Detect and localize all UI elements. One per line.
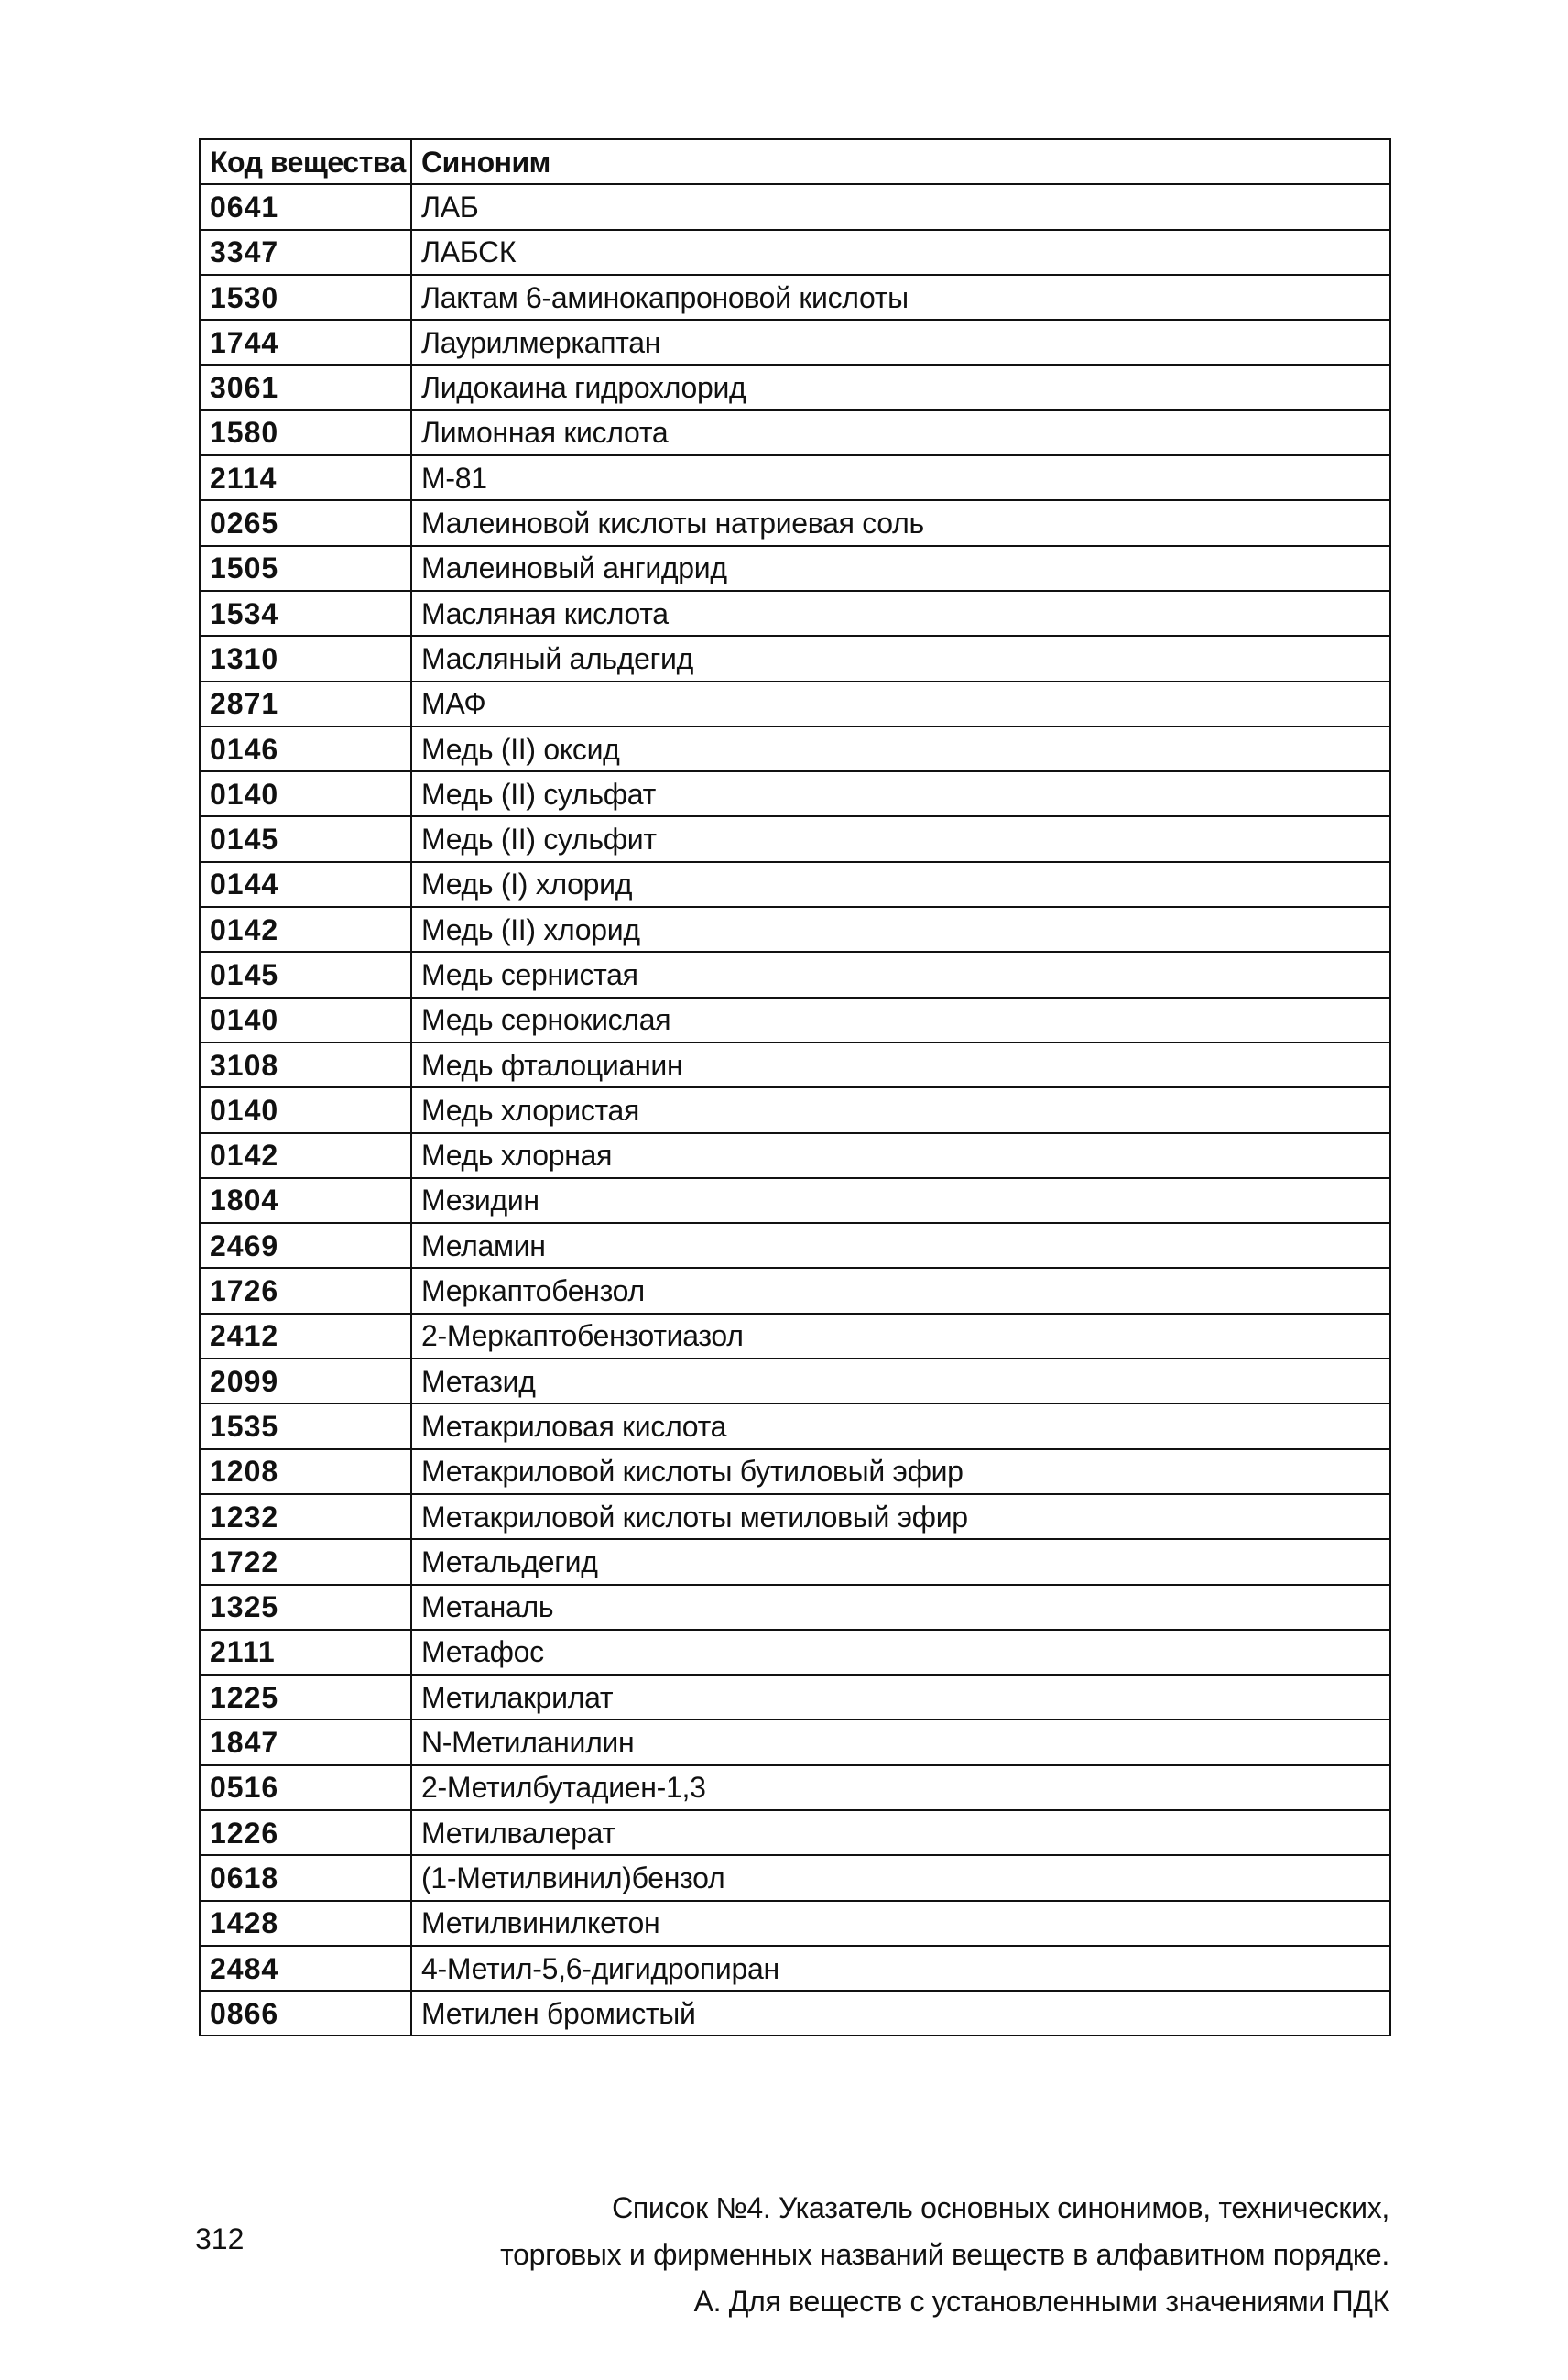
table-row xyxy=(200,500,1390,545)
table-row xyxy=(200,320,1390,365)
substance-code-cell: 1232 xyxy=(200,1494,411,1539)
table-header-row xyxy=(200,139,1390,184)
substance-code-cell: 3108 xyxy=(200,1043,411,1087)
substance-code-cell: 1225 xyxy=(200,1675,411,1719)
synonym-cell: Лимонная кислота xyxy=(411,410,1390,455)
synonym-cell: Малеиновый ангидрид xyxy=(411,546,1390,591)
synonym-cell: Медь сернокислая xyxy=(411,998,1390,1043)
substance-code-cell: 0142 xyxy=(200,1133,411,1178)
synonym-cell: Метакриловой кислоты бутиловый эфир xyxy=(411,1449,1390,1494)
table-row xyxy=(200,862,1390,907)
synonym-cell: Медь фталоцианин xyxy=(411,1043,1390,1087)
caption-line: А. Для веществ с установленными значениями ПДК xyxy=(693,2285,1389,2318)
substance-code-cell: 0144 xyxy=(200,862,411,907)
synonym-cell: Лаурилмеркаптан xyxy=(411,320,1390,365)
substance-code-cell: 2111 xyxy=(200,1630,411,1675)
synonym-cell: Метилен бромистый xyxy=(411,1991,1390,2036)
synonym-cell: 2-Метилбутадиен-1,3 xyxy=(411,1765,1390,1810)
substance-code-cell: 2484 xyxy=(200,1946,411,1991)
synonym-cell: Масляный альдегид xyxy=(411,636,1390,681)
table-row xyxy=(200,998,1390,1043)
synonym-cell: МАФ xyxy=(411,682,1390,726)
table-row xyxy=(200,952,1390,997)
synonym-cell: Медь хлористая xyxy=(411,1087,1390,1132)
table-row xyxy=(200,1765,1390,1810)
substance-code-cell: 3061 xyxy=(200,365,411,409)
substance-code-cell: 1310 xyxy=(200,636,411,681)
synonym-cell: Метилвалерат xyxy=(411,1810,1390,1855)
synonym-cell: Медь (II) хлорид xyxy=(411,907,1390,952)
synonym-cell: Меламин xyxy=(411,1223,1390,1268)
substance-code-cell: 1535 xyxy=(200,1403,411,1448)
synonym-cell: N-Метиланилин xyxy=(411,1719,1390,1764)
column-header-synonym: Синоним xyxy=(411,139,1390,184)
substance-code-cell: 0140 xyxy=(200,1087,411,1132)
table-row xyxy=(200,365,1390,409)
table-row xyxy=(200,1223,1390,1268)
table-row xyxy=(200,1946,1390,1991)
synonym-cell: Метаналь xyxy=(411,1585,1390,1630)
synonym-cell: Медь (II) сульфит xyxy=(411,816,1390,861)
table-row xyxy=(200,1991,1390,2036)
synonym-cell: ЛАБ xyxy=(411,184,1390,229)
synonym-cell: М-81 xyxy=(411,455,1390,500)
caption-line: торговых и фирменных названий веществ в алфавитном порядке. xyxy=(500,2238,1389,2271)
table-row xyxy=(200,184,1390,229)
table-row xyxy=(200,1359,1390,1403)
synonym-cell: 2-Меркаптобензотиазол xyxy=(411,1314,1390,1359)
substance-code-cell: 0140 xyxy=(200,998,411,1043)
table-row xyxy=(200,1855,1390,1900)
table-row xyxy=(200,410,1390,455)
synonym-cell: Метилвинилкетон xyxy=(411,1901,1390,1946)
synonym-cell: Метакриловой кислоты метиловый эфир xyxy=(411,1494,1390,1539)
synonym-cell: Медь (II) сульфат xyxy=(411,771,1390,816)
synonym-cell: Метальдегид xyxy=(411,1539,1390,1584)
table-row xyxy=(200,1494,1390,1539)
table-row xyxy=(200,1314,1390,1359)
synonym-cell: Лидокаина гидрохлорид xyxy=(411,365,1390,409)
substance-code-cell: 0618 xyxy=(200,1855,411,1900)
table-row xyxy=(200,1585,1390,1630)
table-row xyxy=(200,907,1390,952)
synonym-cell: Метазид xyxy=(411,1359,1390,1403)
substance-code-cell: 0641 xyxy=(200,184,411,229)
substance-code-cell: 2099 xyxy=(200,1359,411,1403)
substance-code-cell: 2412 xyxy=(200,1314,411,1359)
substance-code-cell: 2114 xyxy=(200,455,411,500)
synonyms-table xyxy=(199,138,1391,2036)
synonym-cell: Метакриловая кислота xyxy=(411,1403,1390,1448)
synonym-cell: Лактам 6-аминокапроновой кислоты xyxy=(411,275,1390,320)
substance-code-cell: 1847 xyxy=(200,1719,411,1764)
synonym-cell: Мезидин xyxy=(411,1178,1390,1223)
substance-code-cell: 0866 xyxy=(200,1991,411,2036)
synonym-cell: Медь (I) хлорид xyxy=(411,862,1390,907)
table-row xyxy=(200,816,1390,861)
substance-code-cell: 1428 xyxy=(200,1901,411,1946)
caption-line: Список №4. Указатель основных синонимов, технических, xyxy=(612,2191,1389,2224)
substance-code-cell: 2469 xyxy=(200,1223,411,1268)
table-row xyxy=(200,682,1390,726)
substance-code-cell: 1505 xyxy=(200,546,411,591)
table-row xyxy=(200,1268,1390,1313)
table-row xyxy=(200,726,1390,771)
substance-code-cell: 1530 xyxy=(200,275,411,320)
substance-code-cell: 0265 xyxy=(200,500,411,545)
synonym-cell: Меркаптобензол xyxy=(411,1268,1390,1313)
substance-code-cell: 0140 xyxy=(200,771,411,816)
table-row xyxy=(200,1449,1390,1494)
substance-code-cell: 0145 xyxy=(200,952,411,997)
table-row xyxy=(200,546,1390,591)
synonym-cell: Метилакрилат xyxy=(411,1675,1390,1719)
substance-code-cell: 1208 xyxy=(200,1449,411,1494)
table-row xyxy=(200,230,1390,275)
substance-code-cell: 0145 xyxy=(200,816,411,861)
substance-code-cell: 2871 xyxy=(200,682,411,726)
column-header-code: Код вещества xyxy=(200,139,411,184)
table-row xyxy=(200,1133,1390,1178)
synonym-cell: (1-Метилвинил)бензол xyxy=(411,1855,1390,1900)
synonym-cell: Метафос xyxy=(411,1630,1390,1675)
substance-code-cell: 1325 xyxy=(200,1585,411,1630)
synonym-cell: Медь (II) оксид xyxy=(411,726,1390,771)
table-row xyxy=(200,1539,1390,1584)
table-body xyxy=(200,184,1390,2036)
table-row xyxy=(200,1810,1390,1855)
table-row xyxy=(200,636,1390,681)
table-row xyxy=(200,1901,1390,1946)
synonym-cell: 4-Метил-5,6-дигидропиран xyxy=(411,1946,1390,1991)
substance-code-cell: 0146 xyxy=(200,726,411,771)
table-row xyxy=(200,591,1390,636)
list-caption xyxy=(474,2185,1389,2325)
substance-code-cell: 0142 xyxy=(200,907,411,952)
table-row xyxy=(200,1043,1390,1087)
substance-code-cell: 1226 xyxy=(200,1810,411,1855)
synonym-cell: ЛАБСК xyxy=(411,230,1390,275)
table-row xyxy=(200,1178,1390,1223)
substance-code-cell: 1726 xyxy=(200,1268,411,1313)
table-row xyxy=(200,455,1390,500)
substance-code-cell: 1722 xyxy=(200,1539,411,1584)
substance-code-cell: 1744 xyxy=(200,320,411,365)
synonym-cell: Масляная кислота xyxy=(411,591,1390,636)
table-row xyxy=(200,1630,1390,1675)
page-number: 312 xyxy=(195,2222,245,2255)
table-row xyxy=(200,275,1390,320)
synonym-cell: Медь сернистая xyxy=(411,952,1390,997)
synonym-cell: Медь хлорная xyxy=(411,1133,1390,1178)
substance-code-cell: 1580 xyxy=(200,410,411,455)
substance-code-cell: 0516 xyxy=(200,1765,411,1810)
table-row xyxy=(200,1403,1390,1448)
table-row xyxy=(200,1719,1390,1764)
table-row xyxy=(200,1087,1390,1132)
table-row xyxy=(200,1675,1390,1719)
synonym-cell: Малеиновой кислоты натриевая соль xyxy=(411,500,1390,545)
substance-code-cell: 3347 xyxy=(200,230,411,275)
substance-code-cell: 1804 xyxy=(200,1178,411,1223)
table-row xyxy=(200,771,1390,816)
substance-code-cell: 1534 xyxy=(200,591,411,636)
